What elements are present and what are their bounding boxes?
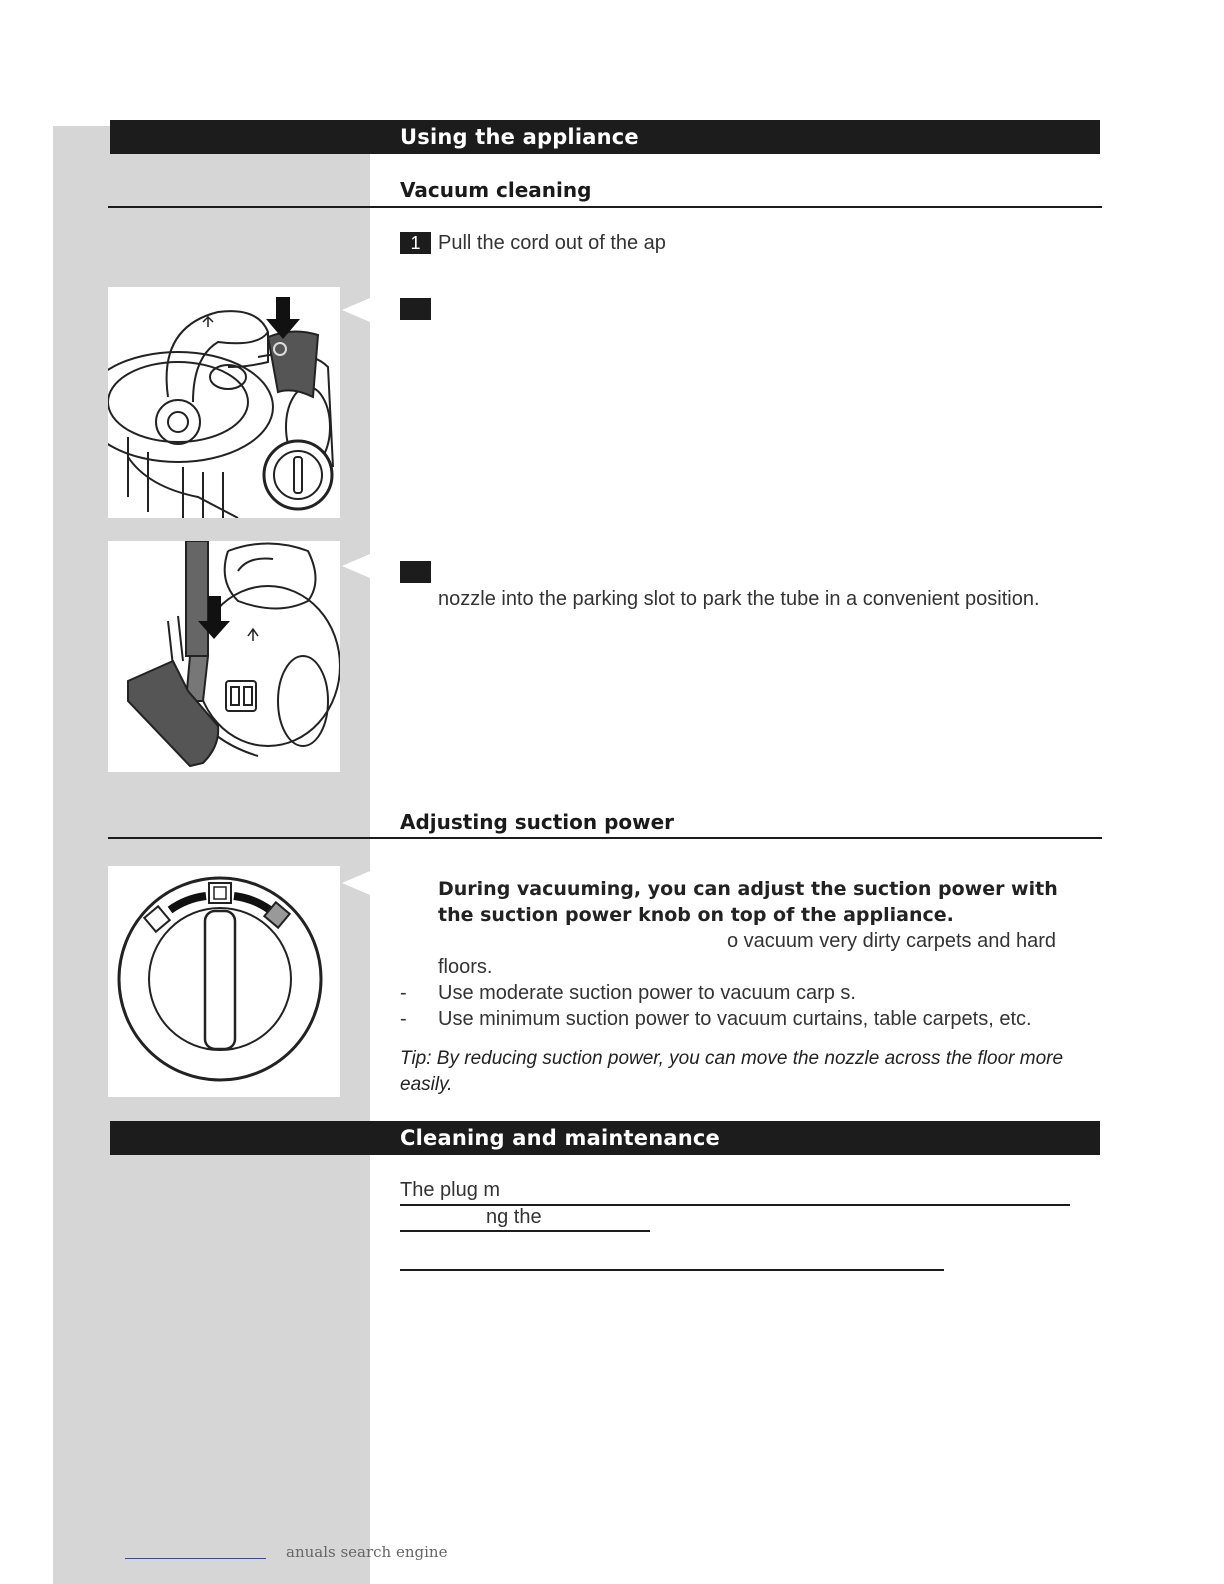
- illustration-on-off-button: [108, 287, 340, 518]
- underline-2: [400, 1230, 650, 1232]
- step-2-number: [400, 298, 431, 320]
- section-bar-cleaning: [110, 1121, 1100, 1155]
- illustration-parking-slot: [108, 541, 340, 772]
- heading-vacuum-cleaning: Vacuum cleaning: [400, 178, 592, 202]
- bullet-moderate: -: [400, 982, 407, 1004]
- step-3-text: nozzle into the parking slot to park the tube in a convenient position.: [438, 588, 1040, 610]
- illustration-pointer-1: [342, 298, 370, 322]
- bullet-minimum: -: [400, 1008, 407, 1030]
- suction-intro-line-1: During vacuuming, you can adjust the suction power with: [438, 878, 1058, 900]
- illustration-pointer-3: [342, 871, 370, 895]
- illustration-suction-knob: [108, 866, 340, 1097]
- rule-suction: [108, 837, 1102, 839]
- section-title-using: Using the appliance: [400, 125, 639, 149]
- underline-3: [400, 1269, 944, 1271]
- step-1-number: 1: [400, 232, 431, 254]
- heading-adjusting-suction: Adjusting suction power: [400, 810, 675, 834]
- cleaning-text-line-2: ng the: [486, 1206, 542, 1228]
- suction-intro-line-2: the suction power knob on top of the appliance.: [438, 904, 954, 926]
- step-3-number: [400, 561, 431, 583]
- tip-line-1: Tip: By reducing suction power, you can move the nozzle across the floor more: [400, 1048, 1064, 1069]
- tip-line-2: easily.: [400, 1074, 453, 1095]
- suction-minimum-line: Use minimum suction power to vacuum curtains, table carpets, etc.: [438, 1008, 1032, 1030]
- suction-moderate-line: Use moderate suction power to vacuum carp s.: [438, 982, 856, 1004]
- section-bar-using: [110, 120, 1100, 154]
- suction-max-line: o vacuum very dirty carpets and hard: [727, 930, 1057, 952]
- footer-text: anuals search engine: [286, 1543, 448, 1561]
- section-title-cleaning: Cleaning and maintenance: [400, 1126, 720, 1150]
- illustration-pointer-2: [342, 554, 370, 578]
- rule-vacuum: [108, 206, 1102, 208]
- cleaning-text-line-1: The plug m: [400, 1179, 501, 1201]
- footer-link-underline[interactable]: [125, 1558, 266, 1559]
- suction-max-line-cont: floors.: [438, 956, 493, 978]
- step-1-text: Pull the cord out of the ap: [438, 232, 666, 254]
